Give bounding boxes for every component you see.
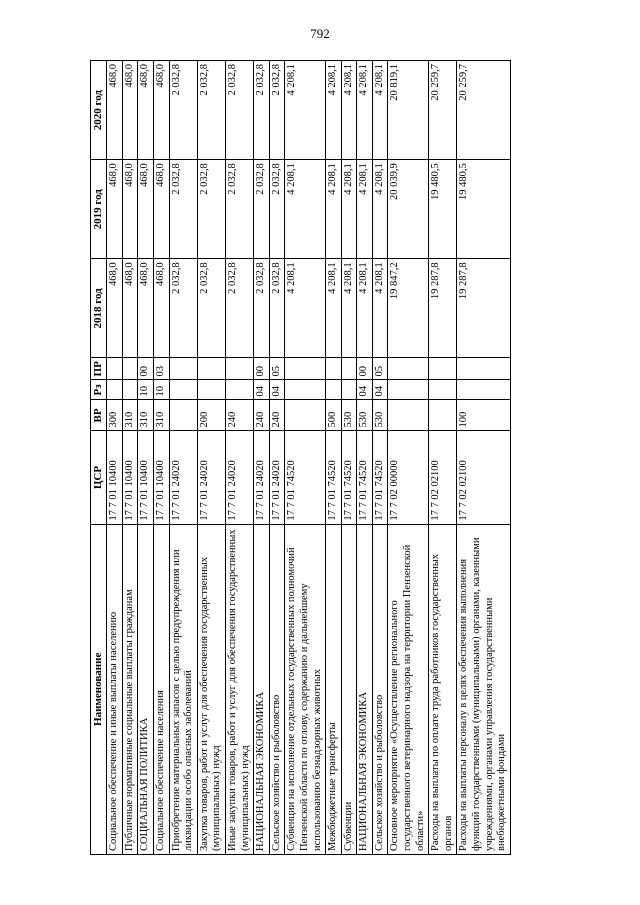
row-2020: 2 032,8 (225, 61, 253, 160)
row-csr: 17 7 01 74520 (372, 431, 388, 524)
row-rz: 04 (269, 380, 285, 400)
row-pr: 00 (357, 358, 373, 380)
header-pr: ПР (91, 358, 107, 380)
row-rz: 10 (138, 380, 154, 400)
row-csr: 17 7 02 02100 (457, 431, 510, 524)
row-rz (341, 380, 357, 400)
row-2020: 4 208,1 (357, 61, 373, 160)
table-row (138, 61, 154, 855)
row-2020: 468,0 (107, 61, 123, 160)
row-2018: 2 032,8 (169, 259, 197, 358)
row-2020: 4 208,1 (341, 61, 357, 160)
row-name: Сельское хозяйство и рыболовство (269, 524, 285, 854)
row-2020: 2 032,8 (197, 61, 225, 160)
row-vr (285, 400, 326, 431)
row-2018: 4 208,1 (326, 259, 342, 358)
row-2019: 4 208,1 (326, 160, 342, 259)
row-csr: 17 7 01 24020 (269, 431, 285, 524)
row-2019: 2 032,8 (225, 160, 253, 259)
header-2018: 2018 год (91, 259, 107, 358)
row-pr (122, 358, 138, 380)
row-csr: 17 7 01 74520 (285, 431, 326, 524)
row-pr (225, 358, 253, 380)
row-name: Межбюджетные трансферты (326, 524, 342, 854)
row-pr: 03 (153, 358, 169, 380)
row-vr: 240 (269, 400, 285, 431)
row-csr: 17 7 01 10400 (153, 431, 169, 524)
row-2019: 4 208,1 (357, 160, 373, 259)
row-csr: 17 7 01 10400 (107, 431, 123, 524)
table-row (285, 61, 326, 855)
row-2020: 468,0 (138, 61, 154, 160)
row-2018: 19 287,8 (429, 259, 457, 358)
row-vr: 530 (357, 400, 373, 431)
row-pr (197, 358, 225, 380)
table-row (169, 61, 197, 855)
row-rz: 10 (153, 380, 169, 400)
row-2020: 2 032,8 (169, 61, 197, 160)
row-2018: 468,0 (138, 259, 154, 358)
row-2018: 468,0 (153, 259, 169, 358)
row-pr (388, 358, 429, 380)
row-2019: 19 480,5 (429, 160, 457, 259)
row-2020: 4 208,1 (285, 61, 326, 160)
row-2019: 468,0 (138, 160, 154, 259)
row-name: Иные закупки товаров, работ и услуг для обеспечения государственных (муниципальных) нужд (225, 524, 253, 854)
row-csr: 17 7 02 00000 (388, 431, 429, 524)
row-2018: 468,0 (122, 259, 138, 358)
row-pr (285, 358, 326, 380)
row-vr: 240 (225, 400, 253, 431)
row-2020: 468,0 (122, 61, 138, 160)
row-2020: 2 032,8 (254, 61, 270, 160)
row-2019: 20 039,9 (388, 160, 429, 259)
row-rz (225, 380, 253, 400)
row-vr: 530 (372, 400, 388, 431)
row-2020: 468,0 (153, 61, 169, 160)
row-name: Субвенции (341, 524, 357, 854)
row-pr: 00 (138, 358, 154, 380)
row-2018: 2 032,8 (269, 259, 285, 358)
table-row (357, 61, 373, 855)
row-name: Приобретение материальных запасов с целью предупреждения или ликвидации особо опасных заболеваний (169, 524, 197, 854)
row-csr: 17 7 01 74520 (341, 431, 357, 524)
row-vr: 300 (107, 400, 123, 431)
row-rz (169, 380, 197, 400)
row-csr: 17 7 02 02100 (429, 431, 457, 524)
row-2020: 4 208,1 (326, 61, 342, 160)
row-rz (197, 380, 225, 400)
header-2019: 2019 год (91, 160, 107, 259)
row-name: Социальное обеспечение населения (153, 524, 169, 854)
row-2018: 4 208,1 (372, 259, 388, 358)
table-row (107, 61, 123, 855)
row-2018: 4 208,1 (341, 259, 357, 358)
row-name: Расходы на выплаты персоналу в целях обеспечения выполнения функций государственными (муниципальными) органами, казенными учреждениями, органами управления государственными внебюджетными фондами (457, 524, 510, 854)
row-csr: 17 7 01 24020 (197, 431, 225, 524)
row-2019: 4 208,1 (285, 160, 326, 259)
row-2019: 4 208,1 (372, 160, 388, 259)
row-2018: 4 208,1 (357, 259, 373, 358)
table-row (388, 61, 429, 855)
row-vr: 310 (138, 400, 154, 431)
row-rz: 04 (254, 380, 270, 400)
row-pr (169, 358, 197, 380)
row-rz: 04 (357, 380, 373, 400)
table-row (122, 61, 138, 855)
row-2018: 4 208,1 (285, 259, 326, 358)
table-row (372, 61, 388, 855)
row-2020: 20 259,7 (457, 61, 510, 160)
table-row (269, 61, 285, 855)
row-rz (107, 380, 123, 400)
row-2018: 19 287,8 (457, 259, 510, 358)
table-row (341, 61, 357, 855)
row-csr: 17 7 01 74520 (326, 431, 342, 524)
row-vr: 100 (457, 400, 510, 431)
row-rz (457, 380, 510, 400)
row-name: СОЦИАЛЬНАЯ ПОЛИТИКА (138, 524, 154, 854)
row-2018: 2 032,8 (254, 259, 270, 358)
row-vr (169, 400, 197, 431)
row-name: Социальное обеспечение и иные выплаты населению (107, 524, 123, 854)
row-pr (326, 358, 342, 380)
row-rz (122, 380, 138, 400)
row-pr: 00 (254, 358, 270, 380)
row-csr: 17 7 01 10400 (122, 431, 138, 524)
row-pr: 05 (269, 358, 285, 380)
row-2019: 2 032,8 (169, 160, 197, 259)
table-row (197, 61, 225, 855)
row-2019: 2 032,8 (254, 160, 270, 259)
row-2018: 19 847,2 (388, 259, 429, 358)
row-vr: 500 (326, 400, 342, 431)
header-2020: 2020 год (91, 61, 107, 160)
row-vr: 530 (341, 400, 357, 431)
row-rz (326, 380, 342, 400)
row-vr (429, 400, 457, 431)
row-rz: 04 (372, 380, 388, 400)
row-2019: 19 480,5 (457, 160, 510, 259)
row-pr (429, 358, 457, 380)
header-name: Наименование (91, 524, 107, 854)
row-rz (285, 380, 326, 400)
row-2019: 2 032,8 (269, 160, 285, 259)
row-csr: 17 7 01 24020 (225, 431, 253, 524)
row-name: Сельское хозяйство и рыболовство (372, 524, 388, 854)
row-pr (457, 358, 510, 380)
header-rz: Рз (91, 380, 107, 400)
table-row (326, 61, 342, 855)
table-row (429, 61, 457, 855)
row-2018: 2 032,8 (225, 259, 253, 358)
row-rz (429, 380, 457, 400)
row-2020: 4 208,1 (372, 61, 388, 160)
header-vr: ВР (91, 400, 107, 431)
row-vr: 310 (122, 400, 138, 431)
row-csr: 17 7 01 74520 (357, 431, 373, 524)
row-2019: 468,0 (153, 160, 169, 259)
table-row (457, 61, 510, 855)
row-2019: 4 208,1 (341, 160, 357, 259)
row-2020: 20 259,7 (429, 61, 457, 160)
row-name: НАЦИОНАЛЬНАЯ ЭКОНОМИКА (254, 524, 270, 854)
table-row (254, 61, 270, 855)
header-csr: ЦСР (91, 431, 107, 524)
row-2018: 2 032,8 (197, 259, 225, 358)
table-row (225, 61, 253, 855)
row-name: Субвенции на исполнение отдельных государственных полномочий Пензенской области по отлову, содержанию и дальнейшему использованию безнадзорных животных (285, 524, 326, 854)
row-vr (388, 400, 429, 431)
row-2018: 468,0 (107, 259, 123, 358)
row-csr: 17 7 01 10400 (138, 431, 154, 524)
page-number: 792 (310, 26, 330, 41)
table-header-row (91, 61, 107, 855)
rotated-table-container (90, 60, 580, 855)
row-2020: 2 032,8 (269, 61, 285, 160)
table-row (153, 61, 169, 855)
row-2019: 2 032,8 (197, 160, 225, 259)
row-vr: 310 (153, 400, 169, 431)
row-csr: 17 7 01 24020 (254, 431, 270, 524)
row-vr: 240 (254, 400, 270, 431)
row-name: Публичные нормативные социальные выплаты гражданам (122, 524, 138, 854)
row-name: Закупка товаров, работ и услуг для обеспечения государственных (муниципальных) нужд (197, 524, 225, 854)
row-vr: 200 (197, 400, 225, 431)
row-name: НАЦИОНАЛЬНАЯ ЭКОНОМИКА (357, 524, 373, 854)
row-pr (341, 358, 357, 380)
budget-table (90, 60, 511, 855)
row-rz (388, 380, 429, 400)
row-name: Основное мероприятие «Осуществление регионального государственного ветеринарного надзора на территории Пензенской области» (388, 524, 429, 854)
row-2020: 20 819,1 (388, 61, 429, 160)
row-2019: 468,0 (122, 160, 138, 259)
row-csr: 17 7 01 24020 (169, 431, 197, 524)
table-body (107, 61, 511, 855)
row-name: Расходы на выплаты по оплате труда работников государственных органов (429, 524, 457, 854)
row-2019: 468,0 (107, 160, 123, 259)
row-pr: 05 (372, 358, 388, 380)
row-pr (107, 358, 123, 380)
